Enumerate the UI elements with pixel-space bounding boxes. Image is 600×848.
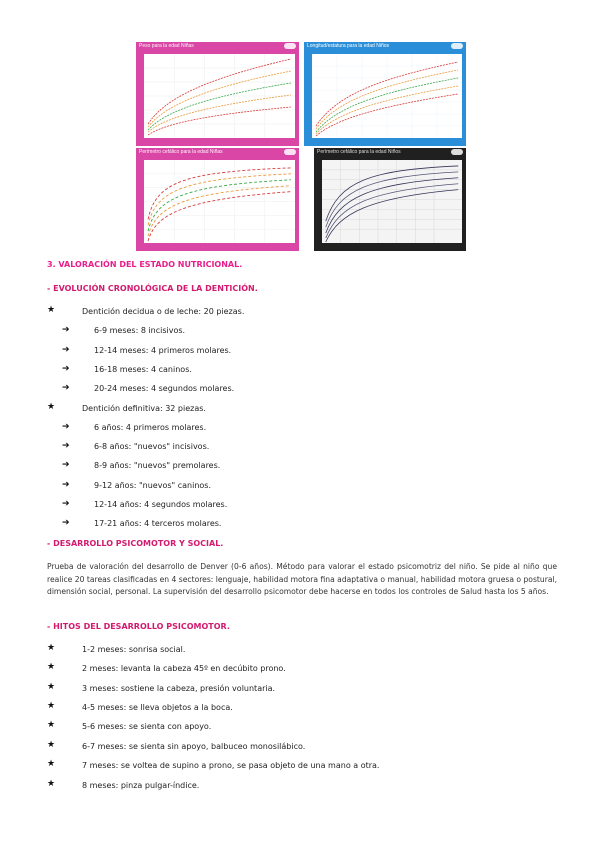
chart-length-boys [304,42,466,146]
list-item: 8-9 años: "nuevos" premolares. [94,461,221,470]
star-icon: ★ [47,682,56,692]
chart-head-girls [136,148,299,251]
star-icon: ★ [47,643,56,653]
star-icon: ★ [47,779,56,789]
who-logo [284,149,296,155]
arrow-icon: ➔ [62,325,70,335]
arrow-icon: ➔ [62,383,70,393]
arrow-icon: ➔ [62,460,70,470]
list-item: 5-6 meses: se sienta con apoyo. [82,722,212,731]
arrow-icon: ➔ [62,441,70,451]
list-item: 8 meses: pinza pulgar-índice. [82,781,200,790]
list-item: 12-14 meses: 4 primeros molares. [94,346,232,355]
chart-plot-svg [312,54,462,138]
arrow-icon: ➔ [62,518,70,528]
star-icon: ★ [47,402,56,412]
growth-charts-figure [136,42,466,252]
list-item: 17-21 años: 4 terceros molares. [94,519,222,528]
section-title: 3. VALORACIÓN DEL ESTADO NUTRICIONAL. [47,260,243,269]
dentition-heading: - EVOLUCIÓN CRONOLÓGICA DE LA DENTICIÓN. [47,284,258,293]
chart-plot-svg [144,54,295,138]
list-item: 1-2 meses: sonrisa social. [82,645,186,654]
arrow-icon: ➔ [62,422,70,432]
star-icon: ★ [47,720,56,730]
psychomotor-paragraph: Prueba de valoración del desarrollo de Denver (0-6 años). Método para valorar el estado psicomotriz del niño. Se pide al niño que realice 20 tareas clasificadas en 4 sectores: lenguaje, habilidad motora fina adaptativa o manual, habilidad motora gruesa o postural, dimensión social, personal. La supervisión del desarrollo psicomotor debe hacerse en todos los controles de Salud hasta los 5 años. [47,562,557,596]
chart-title: Longitud/estatura para la edad Niños [307,43,390,49]
star-icon: ★ [47,662,56,672]
chart-title: Perímetro cefálico para la edad Niños [317,149,401,155]
star-icon: ★ [47,759,56,769]
arrow-icon: ➔ [62,345,70,355]
list-item: 12-14 años: 4 segundos molares. [94,500,228,509]
list-item: 7 meses: se voltea de supino a prono, se pasa objeto de una mano a otra. [82,761,380,770]
arrow-icon: ➔ [62,480,70,490]
chart-title: Perímetro cefálico para la edad Niñas [139,149,223,155]
chart-plot-svg [144,160,295,243]
psychomotor-heading: - DESARROLLO PSICOMOTOR Y SOCIAL. [47,539,224,548]
list-item: 6-7 meses: se sienta sin apoyo, balbuceo monosilábico. [82,742,306,751]
who-logo [451,43,463,49]
list-item: 4-5 meses: se lleva objetos a la boca. [82,703,233,712]
arrow-icon: ➔ [62,499,70,509]
milestones-heading: - HITOS DEL DESARROLLO PSICOMOTOR. [47,622,230,631]
chart-plot [144,160,295,243]
star-icon: ★ [47,701,56,711]
chart-plot [144,54,295,138]
deciduous-label: Dentición decidua o de leche: 20 piezas. [82,307,245,316]
list-item: 3 meses: sostiene la cabeza, presión voluntaria. [82,684,276,693]
permanent-label: Dentición definitiva: 32 piezas. [82,404,206,413]
list-item: 2 meses: levanta la cabeza 45º en decúbito prono. [82,664,286,673]
star-icon: ★ [47,305,56,315]
list-item: 6-9 meses: 8 incisivos. [94,326,186,335]
list-item: 9-12 años: "nuevos" caninos. [94,481,212,490]
arrow-icon: ➔ [62,364,70,374]
chart-plot-svg [322,160,462,243]
list-item: 6-8 años: "nuevos" incisivos. [94,442,210,451]
who-logo [451,149,463,155]
list-item: 20-24 meses: 4 segundos molares. [94,384,235,393]
chart-weight-girls [136,42,299,146]
list-item: 16-18 meses: 4 caninos. [94,365,192,374]
chart-head-boys [314,148,466,251]
who-logo [284,43,296,49]
list-item: 6 años: 4 primeros molares. [94,423,207,432]
chart-plot [322,160,462,243]
chart-plot [312,54,462,138]
star-icon: ★ [47,740,56,750]
chart-title: Peso para la edad Niñas [139,43,194,49]
